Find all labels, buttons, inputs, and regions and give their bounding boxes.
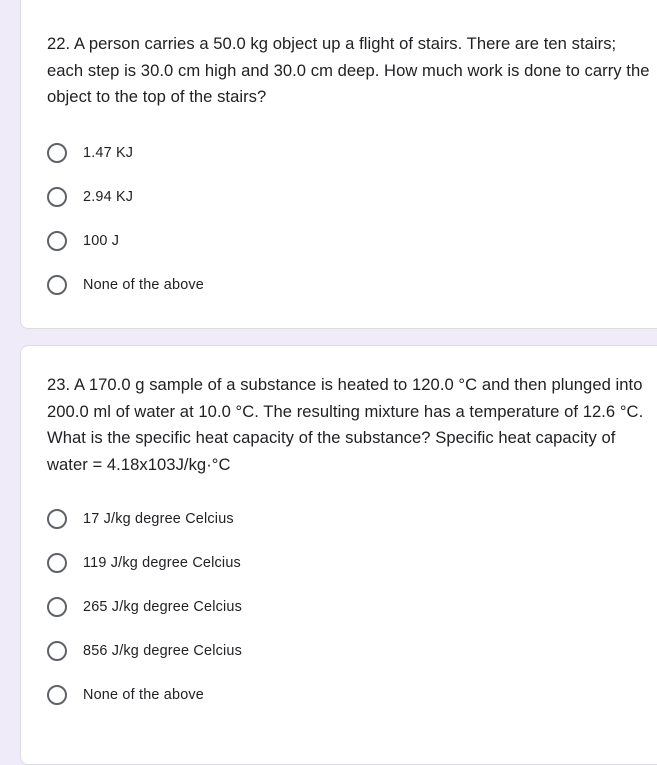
option-label: 2.94 KJ: [83, 188, 134, 205]
option-label: None of the above: [83, 687, 205, 703]
radio-button-icon[interactable]: [47, 275, 67, 295]
radio-button-icon[interactable]: [47, 597, 67, 617]
radio-button-icon[interactable]: [47, 143, 67, 163]
option-label: 119 J/kg degree Celcius: [83, 555, 241, 571]
answer-option[interactable]: [47, 219, 657, 263]
answer-options: [47, 131, 657, 307]
answer-option[interactable]: [47, 497, 657, 541]
radio-button-icon[interactable]: [47, 509, 67, 529]
answer-option[interactable]: [47, 263, 657, 307]
question-text: 23. A 170.0 g sample of a substance is heated to 120.0 °C and then plunged into 200.0 ml of water at 10.0 °C. The resulting mixture has a temperature of 12.6 °C. What is the specific heat capacity of the substance? Specific heat capacity of water = 4.18x103J/kg·°C: [47, 375, 644, 474]
radio-button-icon[interactable]: [47, 231, 67, 251]
radio-button-icon[interactable]: [47, 685, 67, 705]
question-card-22: [20, 0, 657, 329]
option-label: 265 J/kg degree Celcius: [83, 599, 242, 615]
option-label: 856 J/kg degree Celcius: [83, 643, 242, 659]
radio-button-icon[interactable]: [47, 187, 67, 207]
option-label: 100 J: [83, 232, 120, 249]
option-label: 1.47 KJ: [83, 144, 134, 161]
question-text: 22. A person carries a 50.0 kg object up a flight of stairs. There are ten stairs; each step is 30.0 cm high and 30.0 cm deep. How much work is done to carry the object to the top of the stairs?: [47, 34, 650, 106]
option-label: None of the above: [83, 276, 205, 293]
option-label: 17 J/kg degree Celcius: [83, 511, 234, 527]
answer-option[interactable]: [47, 585, 657, 629]
radio-button-icon[interactable]: [47, 641, 67, 661]
answer-option[interactable]: [47, 629, 657, 673]
answer-option[interactable]: [47, 175, 657, 219]
answer-option[interactable]: [47, 131, 657, 175]
radio-button-icon[interactable]: [47, 553, 67, 573]
answer-option[interactable]: [47, 541, 657, 585]
question-card-23: [20, 345, 657, 765]
answer-option[interactable]: [47, 673, 657, 717]
answer-options: [47, 497, 657, 717]
